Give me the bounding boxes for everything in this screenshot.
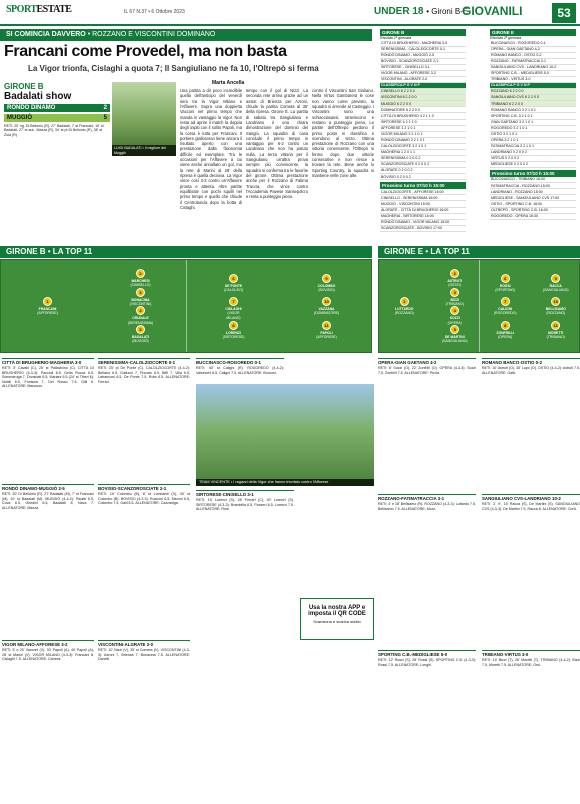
table-row: ROZZANO 6 2 2 0 0 <box>490 89 576 95</box>
player-marker <box>314 274 340 293</box>
issue-date: IL 67 N.37 • 6 Ottobre 2023 <box>124 9 185 15</box>
fixture-line: ROGOREDO - OPERA 16:30 <box>490 214 576 220</box>
table-row: CITTÀ DI BRUGHERIO 4 2 1 1 0 <box>380 113 466 119</box>
table-row: MAGHERIA 1 2 0 1 1 <box>380 150 466 156</box>
table-row: FATIMATRACCIA 3 2 1 0 1 <box>490 144 576 150</box>
league-table <box>380 89 466 180</box>
player-club: (CALOLZIO) <box>223 287 244 292</box>
player-name: DE PONTE <box>224 283 243 288</box>
player-club: (DOMINATORE) <box>314 311 339 316</box>
shirt-icon: 6 <box>501 274 510 283</box>
result-line: SANGIULIANO CVS - LANDRIANO 10-2 <box>490 65 576 71</box>
shirt-icon: 3 <box>450 288 459 297</box>
player-club: (CINISELLO) <box>130 283 151 288</box>
player-club: (SPORTING) <box>495 287 516 292</box>
table-row: CALOLZIOCORTE 3 2 1 0 1 <box>380 144 466 150</box>
shirt-icon: 1 <box>43 297 52 306</box>
shirt-icon: 5 <box>136 325 145 334</box>
article-column-2: tempo con il gol di Nizzi. La seconda rete arriva grazie ad un assist di Brienza per Azroni, chiude la partita Cometa al 35' della ripresa. Girone E. La partita di sabato tra Sangiuliano e Landriano è una chiara dimostrazione del dominio del Sangiù. La squadra di casa conclude il primo tempo in vantaggio per 6-2 contro un Landriano che non ha potuto nulla. La terza vittoria per il Sangiuliano, un'altra prova sempre più convincente, la squadra si conferma tra le favorite del girone. Ottima prestazione anche per il Rozzano di Fatima Traccia, che vince contro l'Accademia Pavese Sansepolcro e resta a punteggio pieno. <box>246 88 308 200</box>
shirt-icon: 2 <box>136 269 145 278</box>
result-line: VISCONTINI - ALGRATE 2-0 <box>380 77 466 83</box>
player-name: CISLAGHI <box>225 307 242 311</box>
table-row: SIRTORESE 4 2 1 1 0 <box>380 120 466 126</box>
player-marker <box>543 297 569 316</box>
player-club: (VISCONTINI) <box>129 301 152 306</box>
match-heading: ROMANO BANCO-OSTIO 0-2 <box>482 358 580 365</box>
player-name: PAPOLI <box>320 330 333 335</box>
table-row: TRIBIANO 6 2 2 0 0 <box>490 101 576 107</box>
fixture-line: OLTREPÒ - SPORTING C.B. 16:00 <box>490 208 576 214</box>
player-marker <box>128 325 154 344</box>
results-list <box>490 40 576 83</box>
player-club: (TRIBIANO) <box>445 301 464 306</box>
page-number: 53 <box>552 3 576 23</box>
match-report <box>2 640 94 800</box>
player-name: ASTRUTI <box>447 278 463 283</box>
match-report <box>196 358 284 382</box>
score-row <box>4 104 110 112</box>
goals-summary: RETI: 20' ng. Di Bellonio (R), 27' Badalati, 7' st Francani, 10' st Badalati, 27' st aut., Mazza (R), 34' st pt Di Bellonio (R), 38' st Zoia (R). <box>4 124 104 137</box>
league-table <box>490 89 576 168</box>
ad-title: Usa la nostra APP e imposta il QR CODE <box>308 605 366 617</box>
player-club: (SERENISSIMA) <box>127 320 154 325</box>
player-marker <box>492 274 518 293</box>
player-club: (ROZZANO) <box>546 311 566 316</box>
player-name: CALIGNI <box>498 307 513 311</box>
player-name: FRANCANI <box>38 307 57 311</box>
match-report <box>2 484 94 634</box>
match-text: RETI: 4' e 18' Bellisamo (R). ROZZANO (4-3-3): Luttardo 7.5, Bellisamo 7.5. ALLENATORE: Moro. <box>378 502 476 511</box>
match-heading: CITTÀ DI BRUGHERIO-MAGHERIA 3-0 <box>2 358 94 365</box>
app-qr-ad[interactable] <box>300 598 374 640</box>
match-report <box>2 358 94 478</box>
player-name: SOZZI <box>449 316 460 321</box>
match-heading: SERENISSIMA-CALOLZIOCORTE 0-1 <box>98 358 190 365</box>
shirt-icon: 4 <box>450 306 459 315</box>
match-heading: TRIBIANO-VIRTUS 3-0 <box>482 650 580 657</box>
logo-part-a: SPORT <box>6 4 37 15</box>
match-text: RETI: 10' Astruti (O), 35' Lupo (O). OSTIO (4-4-2): Astruti 7.5. ALLENATORE: Gatti. <box>482 366 580 375</box>
subheadline: La Vigor trionfa, Cislaghi a quota 7; Il Sangiuliano ne fa 10, l'Oltrepò si ferma <box>28 64 319 73</box>
top11-girone-b-bar: GIRONE B • LA TOP 11 <box>0 246 372 258</box>
player-name: BADALATI <box>131 335 150 340</box>
match-heading: SPORTING C.B.-MEDIGLIESE 5-0 <box>378 650 476 657</box>
table-row: BOVISIO 0 2 0 0 2 <box>380 174 466 180</box>
article-column-3: contro il Viscontini San Giuliano. Nella Virtus Gambarera le cose non vanno come previsto, la squadra si arrende al Casteggio. I Viscontini sono una schiacciasassi, stravincono e restano a punteggio pieno, Le partite dell'Oltrepò perdono il primo posto in classifica e scendono al terzo. Ottima prestazione di Rozzano con una vittoria convincente, l'Oltrepò si ferma dopo due vittorie consecutive e non riesce a trovare la rete. Bene anche lo Sporting Country, la squadra si mantiene nelle zone alte. <box>312 88 374 178</box>
player-marker <box>221 274 247 293</box>
team-score: 5 <box>103 115 107 121</box>
table-row: DOMINATORE 6 2 2 0 0 <box>380 107 466 113</box>
standings-title: GIRONE E <box>490 29 576 36</box>
table-row: VIRTUS 0 2 0 0 2 <box>490 156 576 162</box>
player-club: (SANGIULIANO) <box>442 339 468 344</box>
shirt-icon: 3 <box>136 288 145 297</box>
player-marker <box>442 288 468 307</box>
newspaper-logo <box>6 4 71 15</box>
player-marker <box>442 306 468 325</box>
match-text: RETI: 15' Lorenzi (S), 28' Ferrari (C), 40' Lorenzi (S). SIRTORESE (4-3-3): Brambilla 6.5, Panzeri 6.5, Lorenzi 7.5. ALLENATORE: Riva. <box>196 498 294 512</box>
match-heading: RONDÒ DINAMO-MUGGIÒ 2-5 <box>2 484 94 491</box>
match-text: RETI: 19' Colombo (B), 8' st Lombardi (S), 30' st Colombo (B). BOVISIO (4-3-3): Rusconi 6.5, Meroni 6.5, Colombo 7.5, Galli 6.5. ALLENATORE: Cazzaniga. <box>98 492 190 506</box>
kicker-a: SI COMINCIA DAVVERO <box>6 31 86 38</box>
match-report <box>196 490 294 640</box>
player-club: (AFFORESE) <box>316 334 337 339</box>
player-club: (TRIBIANO) <box>546 334 565 339</box>
standings-girone-b <box>380 29 466 232</box>
match-report <box>482 650 580 800</box>
match-text: RETI: 25' pt De Ponte (C). CALOLZIOCORTE (4-4-2): Bellano 6.5, Gallucci 7, Pizzato 6.5, Biffi 7, Villa 6.5, Lafranconi 6.5, De Ponte 7.5, Rota 6.5. ALLENATORE: Ferrari. <box>98 366 190 384</box>
results-list <box>380 40 466 83</box>
team-photo <box>196 384 374 486</box>
player-club: (BOVISIO) <box>318 287 335 292</box>
shirt-icon: 7 <box>229 297 238 306</box>
table-header: CLASSIFICA P G V N P <box>380 83 466 89</box>
player-name: LORENZI <box>226 330 241 335</box>
table-row: SANGIULIANO CVS 6 2 2 0 0 <box>490 95 576 101</box>
result-line: ROMANO BANCO - OSTIO 0-2 <box>490 53 576 59</box>
team-score: 2 <box>103 105 107 111</box>
table-row: ALGRATE 0 2 0 0 2 <box>380 168 466 174</box>
shirt-icon: 9 <box>551 274 560 283</box>
player-photo <box>112 82 176 156</box>
player-marker <box>128 269 154 288</box>
player-marker <box>128 288 154 307</box>
fixture-line: MEDIGLIESE - SANGIULIANO CVS 17:00 <box>490 195 576 201</box>
fixture-line: LANDRIANO - ROZZANO 15:00 <box>490 189 576 195</box>
result-line: TRIBIANO - VIRTUS 3-0 <box>490 77 576 83</box>
shirt-icon: 10 <box>322 297 331 306</box>
result-line: VIGOR MILANO - AFFORESE 3-2 <box>380 71 466 77</box>
ad-subtitle: Scansiona e scarica subito <box>313 619 361 624</box>
match-text: RETI: 14' Bizzi (T), 26' Moretti (T). TRIBIANO (4-4-2): Bizzi 7.5, Moretti 7.5. ALLENATORE: Orsi. <box>482 658 580 667</box>
table-row: RONDÒ DINAMO 3 2 1 0 1 <box>380 138 466 144</box>
player-name: MORETTI <box>548 330 564 335</box>
player-club: (ROZZANO) <box>394 311 414 316</box>
match-report <box>98 640 190 800</box>
results-subtitle: Risultati 2ª giornata <box>490 36 522 40</box>
shirt-icon: 4 <box>136 306 145 315</box>
player-marker <box>221 321 247 340</box>
player-marker <box>543 274 569 293</box>
table-row: OPERA 3 2 1 0 1 <box>490 138 576 144</box>
fixture-line: ALGRATE - CITTÀ DI BRUGHERIO 16:00 <box>380 208 466 214</box>
fixture-line: FATIMATRACCIA - ROZZANO 15:00 <box>490 183 576 189</box>
table-row: SPORTING C.B. 3 2 1 0 1 <box>490 113 576 119</box>
match-heading: SIRTORESE-CINISELLO 3-1 <box>196 490 294 497</box>
player-name: ROSSI <box>499 283 511 288</box>
player-name: ZONFRILLI <box>496 330 515 335</box>
match-report <box>98 484 190 634</box>
fixture-line: BUCCINASCO - TRIBIANO 16:00 <box>490 177 576 183</box>
player-club: (SANGIULIANO) <box>543 287 569 292</box>
player-name: BONACINA <box>131 297 150 302</box>
match-text: RETI: 5' e 20' Vacconi (V), 30' Papoli (A), 40' Papoli (A), 28' st Marini (V). VIGOR MILANO (4-3-3): Francani 8, Cislaghi 7.5. ALLENATORE: Carrera. <box>2 648 94 662</box>
match-report <box>378 494 476 644</box>
table-row: CINISELLO 6 2 2 0 0 <box>380 89 466 95</box>
result-line: CITTÀ DI BRUGHERIO - MAGHERIA 3-0 <box>380 40 466 46</box>
article-column-1: Una partita a dir poco incredibile quella dell'anticipo del venerdì sera tra la Vigor Milano e l'Affavere. Sopra una doppietta Vacconi nel primo tempo che manda in vantaggio la Vigor. Non resta ad aprire il match la doppia degli ospiti con il solito Papoli, ma la corsa è tutta per Francani. Il portiere giallorosso tiene ancora il risultato aperto con una prestazione dalla fisionomia difficile ed esemplare. Tra le occasioni per l'Affavere a cui viene anche annullato un gol, ma la rete di Marini al 28' della ripresa è quella decisiva. La Vigor vince così 3-2 contro un'Affavere pronta e attenta. Altre partite equilibrate con pochi squilli nel primo tempo e quello che chiude il Centrolancia dopo la botta di Cislaghi. <box>180 88 242 210</box>
team-name: MUGGIÒ <box>7 115 32 121</box>
player-name: MARCHESI <box>131 278 150 283</box>
fixture-line: SCANZOROSCIATE - BOVISIO 17:00 <box>380 226 466 232</box>
byline: Marta Ancella <box>212 80 245 86</box>
player-name: RACCA <box>549 283 562 288</box>
result-line: ROZZANO - FATIMATRACCIA 3-1 <box>490 59 576 65</box>
pitch-girone-e <box>378 259 580 353</box>
shirt-icon: 1 <box>400 297 409 306</box>
fixture-line: CALOLZIOCORTE - AFFORESE 16:00 <box>380 189 466 195</box>
match-text: RETI: 40' st Caligni (R). ROGOREDO (4-4-2): Valsecchi 6.5, Caligni 7.5. ALLENATORE: Bonomi. <box>196 366 284 375</box>
match-heading: BOVISIO-SCANZOROSCIATE 2-1 <box>98 484 190 491</box>
player-name: BIZZI <box>450 297 459 302</box>
team-name: RONDÒ DINAMO <box>7 105 56 111</box>
standings-girone-e <box>490 29 576 220</box>
match-text: RETI: 20' Di Bellonio (R), 27' Badalati (M), 7' st Francani (M), 10' st Badalati (M). MUGGIÒ (4-4-2): Ricatti 6.5, Cova 6.5, Ghedini 6.5, Badalati 8, Nava 7. ALLENATORE: Mazza. <box>2 492 94 510</box>
match-report <box>378 358 476 488</box>
shirt-icon: 11 <box>551 321 560 330</box>
player-name: VAZZANA <box>318 307 335 311</box>
fixture-line: OSTIO - SPORTING C.B. 16:00 <box>490 201 576 207</box>
result-line: SPORTING C.B. - MEDIGLIESE 5-0 <box>490 71 576 77</box>
shirt-icon: 2 <box>450 269 459 278</box>
match-report <box>482 494 580 644</box>
match-heading: OPERA-GIAN GAETANO 4-2 <box>378 358 476 365</box>
shirt-icon: 9 <box>322 274 331 283</box>
score-row <box>4 114 110 122</box>
table-row: GIAN GAETANO 3 2 1 0 1 <box>490 120 576 126</box>
shirt-icon: 7 <box>501 297 510 306</box>
shirt-icon: 5 <box>450 325 459 334</box>
player-club: (AFFORESE) <box>37 311 58 316</box>
girone-b-title: Badalati show <box>4 91 72 102</box>
fixture-line: MUGGIÒ - VISCONTINI 15:00 <box>380 201 466 207</box>
player-marker <box>221 297 247 320</box>
match-text: RETI: 3', 9', 15' Racca (S), De Martini (S). SANGIULIANO CVS (4-3-3): De Martini 7.5, Racca 8. ALLENATORE: Corti. <box>482 502 580 511</box>
group-text: • Gironi B-E <box>426 7 469 16</box>
player-marker <box>314 321 340 340</box>
player-club: (SIRTORESE) <box>222 334 245 339</box>
category-text: UNDER 18 <box>374 6 424 17</box>
match-text: RETI: 5' Cavalli (C), 25' st Pallavicino (C). CITTÀ DI BRUGHERIO (4-3-3): Paccioli 6.5, Della Rocca 6.5, Sommaruga 7, Dominati 6.5, Mariani 6.5 (24' st Tiberi 6), Nobili 6.5, Fontana 7, Del Rosso 7.5, Gilli 6. ALLENATORE: Mancuso. <box>2 366 94 389</box>
player-club: (OPERA) <box>498 334 513 339</box>
team-photo-caption: TEAM VINCENTE • I ragazzi della Vigor che hanno trionfato contro l'Afforese <box>196 479 374 486</box>
table-row: LANDRIANO 0 2 0 0 2 <box>490 150 576 156</box>
fixture-line: CINISELLO - SERENISSIMA 16:00 <box>380 195 466 201</box>
match-heading: BUCCINASCO-ROGOREDO 0-1 <box>196 358 284 365</box>
player-club: (VIGOR MILANO) <box>226 311 241 320</box>
shirt-icon: 8 <box>501 321 510 330</box>
match-heading: VISCONTINI-ALGRATE 2-0 <box>98 640 190 647</box>
shirt-icon: 10 <box>551 297 560 306</box>
match-heading: VIGOR MILANO-AFFORESE 3-2 <box>2 640 94 647</box>
match-report <box>482 358 580 488</box>
player-marker <box>442 325 468 344</box>
player-marker <box>492 297 518 316</box>
player-marker <box>442 269 468 288</box>
top11-girone-e-bar: GIRONE E • LA TOP 11 <box>378 246 580 258</box>
player-marker <box>391 297 417 316</box>
player-marker <box>314 297 340 316</box>
table-row: OSTIO 3 2 1 0 1 <box>490 132 576 138</box>
girone-b-label: GIRONE B <box>4 82 44 91</box>
match-report <box>98 358 190 478</box>
match-text: RETI: 12' Rossi (S), 28' Rossi (S). SPORTING C.B. (4-3-3): Rossi 7.5. ALLENATORE: Longhi. <box>378 658 476 667</box>
table-row: ROMANO BANCO 3 2 1 0 1 <box>490 107 576 113</box>
table-row: SERENISSIMA 0 2 0 0 2 <box>380 156 466 162</box>
category-label <box>374 6 468 17</box>
player-club: (OSTIO) <box>448 283 462 288</box>
player-club: (OPERA) <box>447 320 462 325</box>
result-line: RONDÒ DINAMO - MUGGIÒ 2-5 <box>380 53 466 59</box>
next-round-list <box>490 177 576 220</box>
match-heading: SANGIULIANO CVS-LANDRIANO 10-2 <box>482 494 580 501</box>
player-name: CRUDALE <box>132 316 149 321</box>
next-round-list <box>380 189 466 232</box>
player-marker <box>128 306 154 325</box>
table-row: VIGOR MILANO 3 2 1 0 1 <box>380 132 466 138</box>
result-line: SIRTORESE - CINISELLO 3-1 <box>380 65 466 71</box>
page-header <box>0 0 580 26</box>
headline: Francani come Provedel, ma non basta <box>4 43 287 60</box>
shirt-icon: 6 <box>229 274 238 283</box>
pitch-girone-b <box>0 259 372 353</box>
section-label: GIOVANILI <box>462 4 523 18</box>
kicker-banner <box>0 29 372 41</box>
table-row: MUGGIÒ 6 2 2 0 0 <box>380 101 466 107</box>
player-name: DE MARTINI <box>444 335 465 340</box>
player-name: LUTTARDO <box>395 307 414 311</box>
photo-caption: LUIGI BADALATI • Il migliore del Muggiò <box>112 145 176 156</box>
match-text: RETI: 10' Nizzi (V), 35' st Cometa (V). VISCONTINI (4-3-3): Azroni 7, Brienza 7, Bonacina 7.5. ALLENATORE: Danelli. <box>98 648 190 662</box>
fixture-line: MAGHERIA - SIRTORESE 16:00 <box>380 214 466 220</box>
player-club: (ROGOREDO) <box>494 311 517 316</box>
result-line: BUCCINASCO - ROGOREDO 0-1 <box>490 40 576 46</box>
shirt-icon: 11 <box>322 321 331 330</box>
player-marker <box>35 297 61 316</box>
match-text: RETI: 8' Sozzi (O), 22' Zonfrilli (O). OPERA (4-3-3): Sozzi 7.5, Zonfrilli 7.5. ALLENATORE: Pirola. <box>378 366 476 375</box>
kicker-b: • ROZZANO E VISCONTINI DOMINANO <box>87 31 216 38</box>
player-name: COLOMBO <box>317 283 336 288</box>
table-row: AFFORESE 3 2 1 0 1 <box>380 126 466 132</box>
standings-title: GIRONE B <box>380 29 466 36</box>
next-round-title: Prossimo turno 07/10 h 15:00 <box>490 170 576 177</box>
result-line: BOVISIO - SCANZOROSCIATE 2-1 <box>380 59 466 65</box>
table-row: MEDIGLIESE 0 2 0 0 2 <box>490 162 576 168</box>
match-report <box>378 650 476 800</box>
player-club: (MUGGIÒ) <box>132 339 149 344</box>
logo-part-b: ESTATE <box>36 4 72 15</box>
results-subtitle: Risultati 2ª giornata <box>380 36 412 40</box>
girone-b-box <box>4 82 110 142</box>
result-line: OPERA - GIAN GAETANO 4-2 <box>490 47 576 53</box>
player-name: BELLISAMO <box>545 307 566 311</box>
table-row: VISCONTINI 6 2 2 0 0 <box>380 95 466 101</box>
player-marker <box>543 321 569 340</box>
table-row: ROGOREDO 3 2 1 0 1 <box>490 126 576 132</box>
shirt-icon: 8 <box>229 321 238 330</box>
table-header: CLASSIFICA P G V N P <box>490 83 576 89</box>
table-row: SCANZOROSCIATE 0 2 0 0 2 <box>380 162 466 168</box>
fixture-line: RONDÒ DINAMO - VIGOR MILANO 15:00 <box>380 220 466 226</box>
match-heading: ROZZANO-FATIMATRACCIA 3-1 <box>378 494 476 501</box>
player-marker <box>492 321 518 340</box>
next-round-title: Prossimo turno 07/10 h 15:00 <box>380 182 466 189</box>
result-line: SERENISSIMA - CALOLZIOCORTE 0-1 <box>380 47 466 53</box>
